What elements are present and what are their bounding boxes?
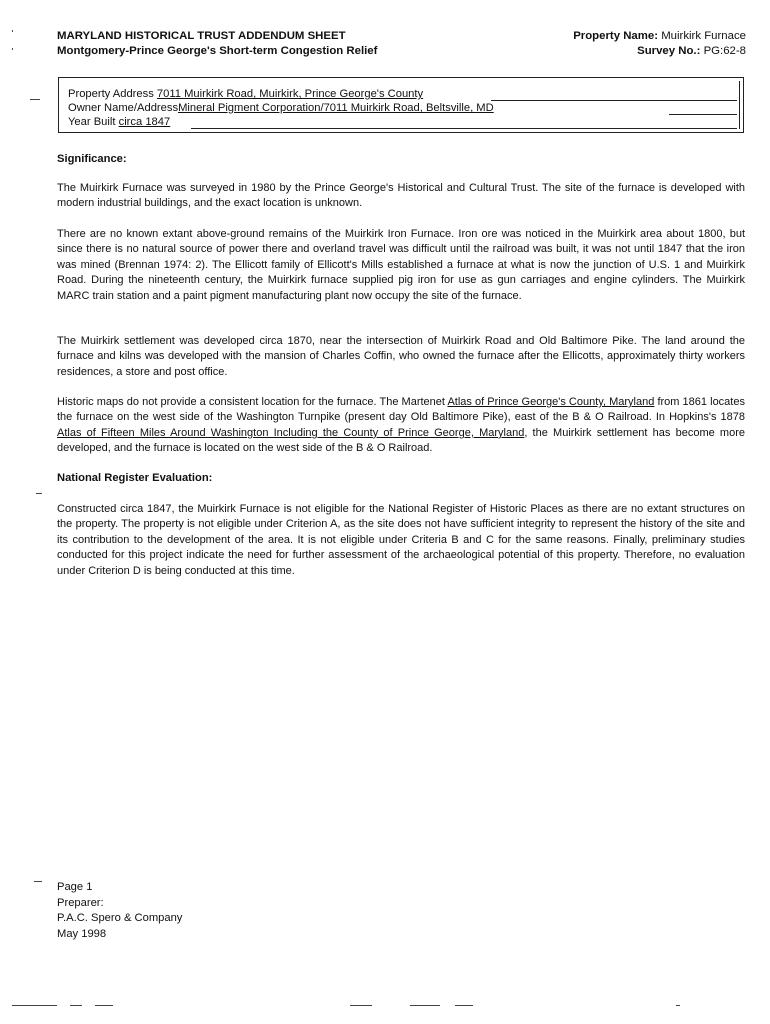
year-fill-line <box>191 128 737 129</box>
scan-speck <box>36 493 42 494</box>
scan-speck <box>34 881 42 882</box>
significance-paragraph-1: The Muirkirk Furnace was surveyed in 1980 by the Prince George's Historical and Cultural Trust. The site of the furnace is developed with modern industrial buildings, and the exact location is unknown. <box>57 182 745 210</box>
scan-speck <box>30 99 40 100</box>
year-built-row <box>68 115 170 129</box>
significance-heading: Significance: <box>57 153 127 165</box>
owner-label: Owner Name/Address <box>68 102 179 114</box>
property-name-value: Muirkirk Furnace <box>661 30 746 42</box>
scan-speck <box>70 1005 82 1006</box>
scan-speck <box>410 1005 440 1006</box>
scan-speck <box>676 1005 680 1006</box>
property-info-box <box>58 77 744 133</box>
page-footer <box>57 880 182 942</box>
hopkins-atlas-title: Atlas of Fifteen Miles Around Washington Including the County of Prince George, Maryland <box>57 426 525 439</box>
significance-paragraph-2: There are no known extant above-ground remains of the Muirkirk Iron Furnace. Iron ore was noticed in the Muirkirk area about 1800, but since there is no natural source of power there and overland travel was difficult until the railroad was built, it was not until 1847 that the iron was mined (Brennan 1974: 2). The Ellicott family of Ellicott's Mills established a furnace at what is now the junction of U.S. 1 and Muirkirk Road. During the nineteenth century, the Muirkirk furnace supplied pig iron for use as gun carriages and engine cylinders. The Muirkirk MARC train station and a paint pigment manufacturing plant now occupy the site of the furnace. <box>57 228 745 302</box>
property-id-header <box>573 29 746 59</box>
evaluation-heading: National Register Evaluation: <box>57 472 213 484</box>
scan-speck <box>12 1005 57 1006</box>
page-number: Page 1 <box>57 881 93 893</box>
year-built-label: Year Built <box>68 116 116 128</box>
survey-number-line <box>573 44 746 59</box>
property-name-line <box>573 29 746 44</box>
preparer-name: P.A.C. Spero & Company <box>57 912 183 925</box>
project-subtitle: Montgomery-Prince George's Short-term Congestion Relief <box>57 45 378 57</box>
scan-speck <box>350 1005 372 1006</box>
sheet-title: MARYLAND HISTORICAL TRUST ADDENDUM SHEET <box>57 30 346 42</box>
preparer-label: Preparer: <box>57 896 104 909</box>
martenet-atlas-title: Atlas of Prince George's County, Maryland <box>447 396 655 408</box>
evaluation-paragraph: Constructed circa 1847, the Muirkirk Furnace is not eligible for the National Register of Historic Places as there are no extant structures on the property. The property is not eligible under Criterion A, as the site does not have sufficient integrity to represent the history of the site and its contribution to the development of the area. It is not eligible under Criteria B and C for the same reasons. Finally, preliminary studies conducted for this project indicate the need for further assessment of the archaeological potential of this property. Therefore, no evaluation under Criterion D is being conducted at this time. <box>57 503 745 577</box>
significance-paragraph-3: The Muirkirk settlement was developed circa 1870, near the intersection of Muirkirk Road and Old Baltimore Pike. The land around the furnace and kilns was developed with the mansion of Charles Coffin, who owned the furnace after the Ellicotts, approximately thirty workers residences, a store and post office. <box>57 335 745 378</box>
address-fill-line <box>491 100 737 101</box>
significance-paragraph-4 <box>57 395 745 457</box>
paragraph-4-text-b: from 1861 locates the furnace on the west side of the Washington Turnpike (present day Old Baltimore Pike), east of the B & O Railroad. In Hopkins's 1878 <box>57 396 745 424</box>
paragraph-4-text-a: Historic maps do not provide a consistent location for the furnace. The Martenet <box>57 396 448 408</box>
owner-value: Mineral Pigment Corporation/7011 Muirkirk Road, Beltsville, MD <box>178 102 494 114</box>
scan-speck <box>12 30 13 32</box>
survey-number-value: PG:62-8 <box>703 45 746 57</box>
year-built-value: circa 1847 <box>118 116 171 128</box>
scan-speck <box>455 1005 473 1006</box>
property-name-label: Property Name: <box>573 30 659 42</box>
property-address-label: Property Address <box>68 88 154 100</box>
scan-speck <box>12 48 13 50</box>
survey-number-label: Survey No.: <box>637 45 701 57</box>
paragraph-4-text-c: , the Muirkirk settlement has become more developed, and the furnace is located on the west side of the B & O Railroad. <box>57 426 745 455</box>
property-address-value: 7011 Muirkirk Road, Muirkirk, Prince George's County <box>156 88 424 100</box>
prepared-date: May 1998 <box>57 927 107 940</box>
owner-row <box>68 101 494 115</box>
owner-fill-line <box>669 114 737 115</box>
scan-speck <box>95 1005 113 1006</box>
property-address-row <box>68 87 423 101</box>
sheet-header <box>57 29 377 59</box>
